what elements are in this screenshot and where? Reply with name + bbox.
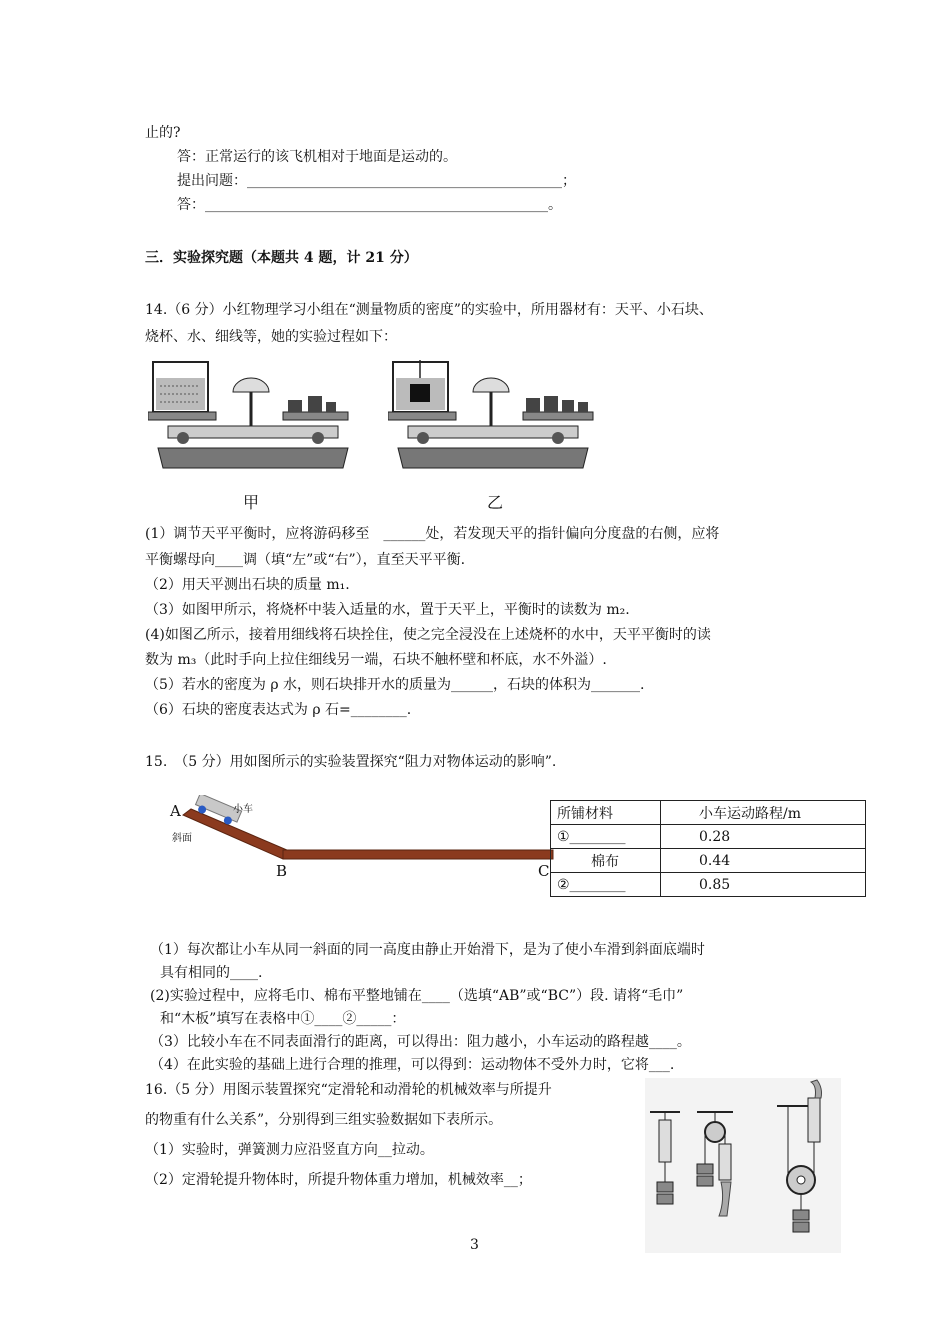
table-cell: ②________ <box>551 873 661 897</box>
label-slope: 斜面 <box>172 833 192 844</box>
balance-figure-a <box>148 360 358 475</box>
text-line: 止的? <box>145 125 181 141</box>
figure-caption: 甲 <box>243 493 260 512</box>
table-cell: 0.28 <box>661 825 866 849</box>
table-cell: 棉布 <box>551 849 661 873</box>
text-line: （3）比较小车在不同表面滑行的距离，可以得出：阻力越小，小车运动的路程越____。 <box>150 1034 691 1050</box>
question-intro: 14.（6 分）小红物理学习小组在“测量物质的密度”的实验中，所用器材有：天平、小石块、 <box>145 302 713 318</box>
data-table <box>550 800 866 897</box>
text-line: （5）若水的密度为 ρ 水，则石块排开水的质量为______，石块的体积为_______. <box>145 677 645 693</box>
question-intro: 烧杯、水、细线等，她的实验过程如下： <box>145 329 397 345</box>
text-line: （6）石块的密度表达式为 ρ 石=________. <box>145 702 412 718</box>
text-line: （3）如图甲所示，将烧杯中装入适量的水，置于天平上，平衡时的读数为 m₂. <box>145 602 630 618</box>
table-cell: ①________ <box>551 825 661 849</box>
table-header: 小车运动路程/m <box>661 801 866 825</box>
text-line: （4）在此实验的基础上进行合理的推理，可以得到：运动物体不受外力时，它将___. <box>150 1057 675 1073</box>
table-header-row <box>551 801 866 825</box>
question-intro: 16.（5 分）用图示装置探究“定滑轮和动滑轮的机械效率与所提升 <box>145 1082 552 1098</box>
ramp-figure <box>165 795 565 885</box>
pulley-figure <box>645 1078 841 1253</box>
figure-caption: 乙 <box>487 493 504 512</box>
text-line: （1）每次都让小车从同一斜面的同一高度由静止开始滑下，是为了使小车滑到斜面底端时 <box>150 942 705 958</box>
text-line: 数为 m₃（此时手向上拉住细线另一端，石块不触杯壁和杯底，水不外溢）. <box>145 652 607 668</box>
label-car: 小车 <box>233 804 253 815</box>
text-line: (2)实验过程中，应将毛巾、棉布平整地铺在____（选填“AB”或“BC”）段. 请将“毛巾” <box>150 988 684 1004</box>
table-cell: 0.85 <box>661 873 866 897</box>
table-header: 所铺材料 <box>551 801 661 825</box>
label-a: A <box>170 802 181 820</box>
text-line: 提出问题：_____________________________________________； <box>177 173 576 189</box>
table-row <box>551 825 866 849</box>
text-line: 答：_________________________________________________。 <box>177 197 562 213</box>
table-cell: 0.44 <box>661 849 866 873</box>
text-line: 平衡螺母向____调（填“左”或“右”），直至天平平衡. <box>145 552 466 568</box>
text-line: （2）定滑轮提升物体时，所提升物体重力增加，机械效率__； <box>145 1172 532 1188</box>
section-title: 三．实验探究题（本题共 4 题，计 21 分） <box>145 250 418 266</box>
text-line: 具有相同的____. <box>160 965 263 981</box>
question-intro: 的物重有什么关系”，分别得到三组实验数据如下表所示。 <box>145 1112 503 1128</box>
text-line: (1）调节天平平衡时，应将游码移至 ______处，若发现天平的指针偏向分度盘的右侧，应将 <box>145 526 720 542</box>
text-line: (4)如图乙所示，接着用细线将石块拴住，使之完全浸没在上述烧杯的水中，天平平衡时的读 <box>145 627 711 643</box>
table-row <box>551 873 866 897</box>
text-line: 和“木板”填写在表格中①____②_____： <box>160 1011 406 1027</box>
page-number: 3 <box>470 1237 479 1253</box>
balance-figure-b <box>388 360 603 475</box>
text-line: （2）用天平测出石块的质量 m₁. <box>145 577 350 593</box>
label-c: C <box>538 862 550 880</box>
text-line: （1）实验时，弹簧测力应沿竖直方向__拉动。 <box>145 1142 434 1158</box>
question-intro: 15. （5 分）用如图所示的实验装置探究“阻力对物体运动的影响”. <box>145 754 557 770</box>
table-row <box>551 849 866 873</box>
text-line: 答：正常运行的该飞机相对于地面是运动的。 <box>177 149 457 165</box>
label-b: B <box>276 862 288 880</box>
